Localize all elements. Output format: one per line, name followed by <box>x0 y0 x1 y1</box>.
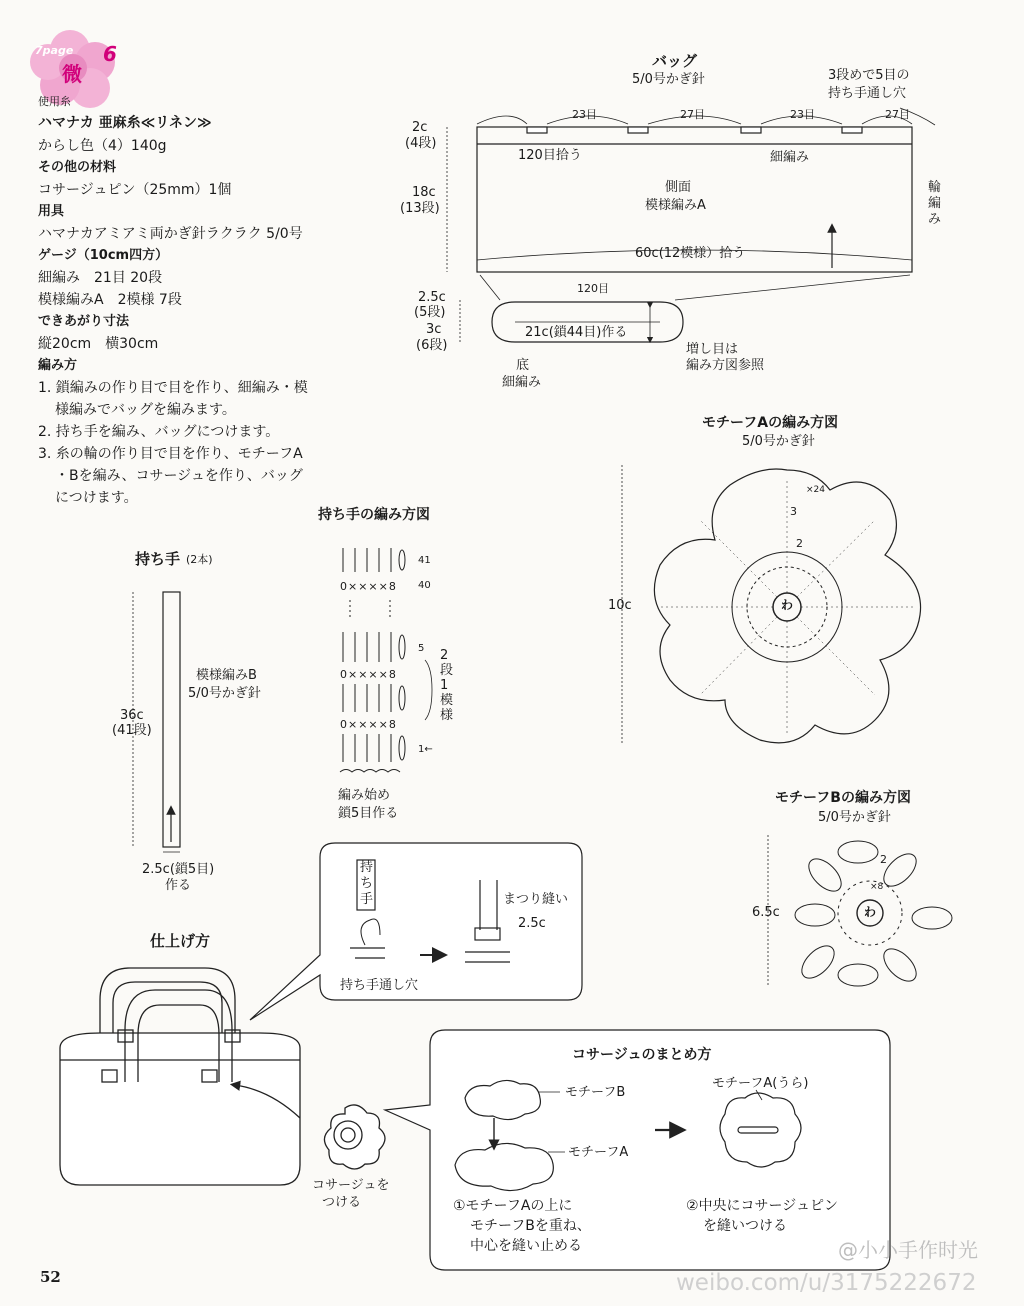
tool-heading: 用具 <box>38 204 65 219</box>
dim-2c: 2c <box>412 120 428 135</box>
side-label: 側面 <box>665 180 692 195</box>
watermark-url: weibo.com/u/3175222672 <box>676 1270 977 1296</box>
corsage-motif-a-back: モチーフA(うら) <box>712 1076 809 1091</box>
handle-title: 持ち手 <box>135 550 181 568</box>
pick-60: 60c(12模様）拾う <box>635 246 746 261</box>
bag-note-1: 3段めで5目の <box>828 68 910 83</box>
corsage-attach-1: コサージュを <box>312 1178 390 1193</box>
hole-label: 持ち手通し穴 <box>340 978 419 993</box>
ring-label-1: 輪 <box>928 180 942 195</box>
ring-label-3: み <box>928 212 942 227</box>
repeat-label-2: 段 <box>440 663 454 678</box>
method-step: ・Bを編み、コサージュを作り、バッグ <box>55 468 303 484</box>
repeat-label-1: 2 <box>440 648 449 663</box>
step1-line-3: 中心を縫い止める <box>470 1238 582 1254</box>
count-23b: 23目 <box>790 108 815 121</box>
finishing-title: 仕上げ方 <box>150 932 211 950</box>
motif-b-chart <box>768 835 952 987</box>
stitch-dim: 2.5c <box>518 916 546 931</box>
dim-2-5c: 2.5c <box>418 290 446 305</box>
gauge-line-2: 模様編みA 2模様 7段 <box>38 292 182 308</box>
step1-line-2: モチーフBを重ね、 <box>470 1218 591 1234</box>
other-item: コサージュピン（25mm）1個 <box>38 182 232 198</box>
motif-a-x24: ×24 <box>806 485 825 495</box>
gauge-line-1: 細編み 21目 20段 <box>38 270 163 286</box>
base-sc: 細編み <box>502 375 542 390</box>
page-number: 52 <box>40 1268 61 1286</box>
watermark-handle: @小小手作时光 <box>838 1238 978 1262</box>
row-5: 5 <box>418 643 425 654</box>
motif-b-center: わ <box>864 905 877 919</box>
motif-b-round-2: 2 <box>880 853 887 866</box>
gauge-heading: ゲージ（10cm四方） <box>38 248 169 263</box>
ring-label-2: 編 <box>928 196 942 211</box>
count-27b: 27目 <box>885 108 910 121</box>
handle-dim-bottom-2: 作る <box>165 878 192 893</box>
dim-4dan: (4段) <box>405 136 437 151</box>
motif-a-title: モチーフAの編み方図 <box>702 415 839 431</box>
pick-120: 120目拾う <box>518 148 582 163</box>
motif-a-center: わ <box>781 598 794 612</box>
dim-18c: 18c <box>412 185 436 200</box>
base-label: 底 <box>516 358 530 373</box>
size-value: 縦20cm 横30cm <box>38 336 159 352</box>
motif-b-x8: ×8 <box>870 882 884 892</box>
dim-5dan: (5段) <box>414 305 446 320</box>
base-chain: 21c(鎖44目)作る <box>525 325 628 340</box>
bag-note-2: 持ち手通し穴 <box>828 86 907 101</box>
repeat-label-4: 模 <box>440 693 454 708</box>
count-27a: 27目 <box>680 108 705 121</box>
repeat-label-5: 様 <box>440 708 454 723</box>
stitch-row-40: 0××××8 <box>340 580 397 593</box>
repeat-label-3: 1 <box>440 678 449 693</box>
row-1: 1← <box>418 744 433 755</box>
logo-number: 6 <box>103 42 117 66</box>
handle-tab-1: 持 <box>360 860 374 875</box>
motif-a-round-2: 2 <box>796 537 803 550</box>
base-120: 120目 <box>577 282 609 295</box>
handle-chart-title: 持ち手の編み方図 <box>318 507 430 523</box>
method-step: 1. 鎖編みの作り目で目を作り、細編み・模 <box>38 380 308 396</box>
dim-6dan: (6段) <box>416 338 448 353</box>
chart-start-1: 編み始め <box>338 788 391 803</box>
motif-a-round-3: 3 <box>790 505 797 518</box>
method-step: につけます。 <box>55 490 138 506</box>
row-40: 40 <box>418 580 431 591</box>
method-step: 様編みでバッグを編みます。 <box>55 402 236 418</box>
sc-label: 細編み <box>770 150 810 165</box>
dim-3c: 3c <box>426 322 442 337</box>
corsage-attach-2: つける <box>322 1195 362 1210</box>
pattern-a-label: 模様編みA <box>645 198 706 213</box>
handle-tab-2: ち <box>360 876 374 891</box>
bag-title: バッグ <box>652 52 698 70</box>
size-heading: できあがり寸法 <box>38 314 130 329</box>
handle-dim-36c: 36c <box>120 708 144 723</box>
yarn-name: ハマナカ 亜麻糸≪リネン≫ <box>38 115 212 131</box>
motif-b-hook: 5/0号かぎ針 <box>818 810 891 825</box>
count-23a: 23目 <box>572 108 597 121</box>
logo-character: 微 <box>62 62 82 86</box>
corsage-motif-b: モチーフB <box>565 1085 626 1100</box>
stitch-row-2: 0××××8 <box>340 718 397 731</box>
yarn-heading: 使用糸 <box>38 95 71 108</box>
motif-a-hook: 5/0号かぎ針 <box>742 434 815 449</box>
yarn-color: からし色（4）140g <box>38 138 167 154</box>
chart-start-2: 鎖5目作る <box>338 806 399 821</box>
dim-13dan: (13段) <box>400 201 440 216</box>
method-step: 2. 持ち手を編み、バッグにつけます。 <box>38 424 280 440</box>
motif-b-title: モチーフBの編み方図 <box>775 790 911 806</box>
motif-a-chart <box>622 465 921 745</box>
bag-hook: 5/0号かぎ針 <box>632 72 705 87</box>
motif-b-size: 6.5c <box>752 905 780 920</box>
corsage-callout <box>385 1030 890 1270</box>
handle-hook: 5/0号かぎ針 <box>188 686 261 701</box>
motif-a-size: 10c <box>608 598 632 613</box>
method-heading: 編み方 <box>38 358 78 373</box>
tool-item: ハマナカアミアミ両かぎ針ラクラク 5/0号 <box>38 226 303 242</box>
handle-pattern: 模様編みB <box>196 668 257 683</box>
handle-count: (2本) <box>186 553 213 566</box>
handle-tab-3: 手 <box>360 892 374 907</box>
step2-line-1: ②中央にコサージュピン <box>686 1198 838 1214</box>
corsage-motif-a: モチーフA <box>568 1145 629 1160</box>
handle-dim-bottom-1: 2.5c(鎖5目) <box>142 862 215 877</box>
step1-line-1: ①モチーフAの上に <box>453 1198 573 1214</box>
stitch-row-3: 0××××8 <box>340 668 397 681</box>
method-step: 3. 糸の輪の作り目で目を作り、モチーフA <box>38 446 303 462</box>
row-41: 41 <box>418 555 431 566</box>
other-heading: その他の材料 <box>38 160 117 175</box>
increase-note-1: 増し目は <box>686 342 739 357</box>
corsage-title: コサージュのまとめ方 <box>572 1047 712 1063</box>
bag-diagram <box>447 108 935 342</box>
handle-dim-41dan: (41段) <box>112 723 152 738</box>
stitch-label: まつり縫い <box>503 892 569 907</box>
logo-page-text: 7page <box>35 44 74 57</box>
step2-line-2: を縫いつける <box>703 1218 787 1234</box>
increase-note-2: 編み方図参照 <box>686 358 765 373</box>
